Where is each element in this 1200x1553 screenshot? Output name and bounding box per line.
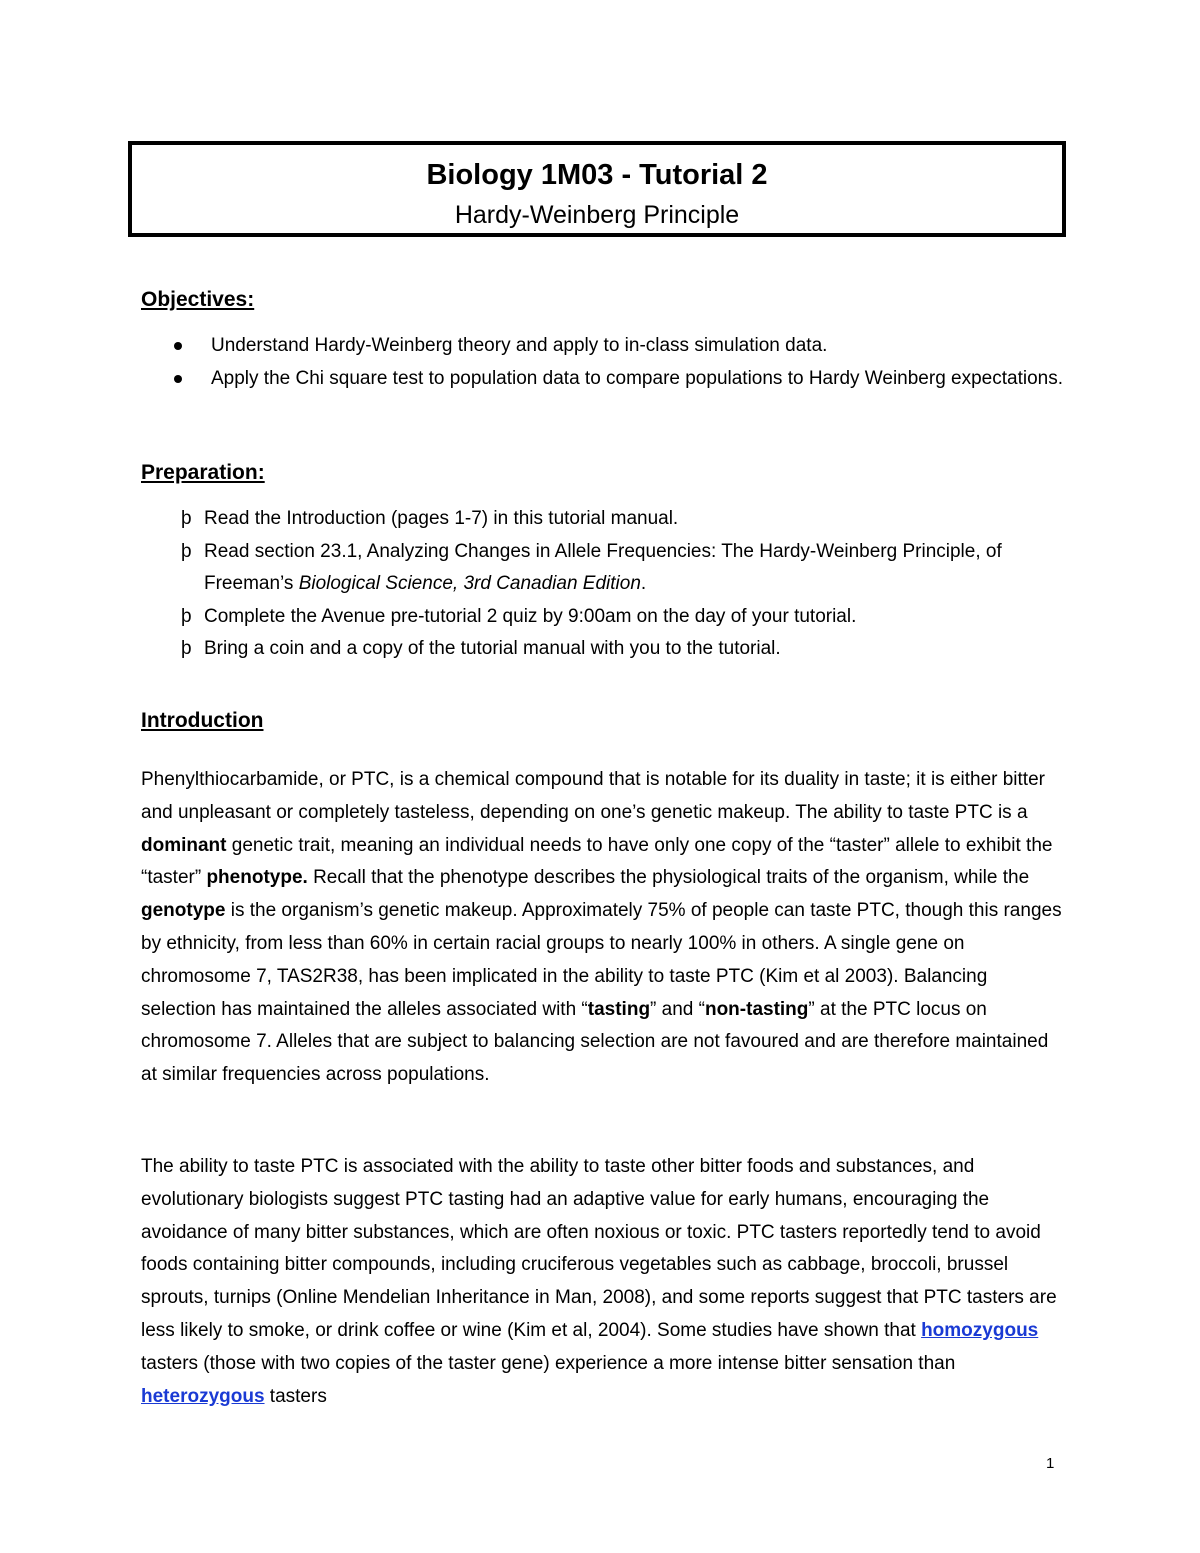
page-number: 1 — [1046, 1455, 1055, 1472]
list-item — [181, 601, 1081, 634]
objective-text: Understand Hardy-Weinberg theory and apply to in-class simulation data. — [211, 335, 828, 356]
checkbox-icon: þ — [181, 638, 192, 659]
introduction-paragraph-1 — [141, 764, 1063, 1092]
paragraph-text: is the organism’s genetic makeup. Approximately 75% of people can taste PTC, though this ranges by ethnicity, from less than 60% in certain racial groups to nearly 100% in others. A single gene on chromosome 7, TAS2R38, has been implicated in the ability to taste PTC (Kim et al 2003). Balancing selection has maintained the alleles associated with “ — [141, 900, 1062, 1020]
objectives-list — [170, 330, 1070, 395]
introduction-heading: Introduction — [141, 709, 264, 732]
checkbox-icon: þ — [181, 605, 192, 627]
checkbox-icon: þ — [181, 508, 192, 529]
preparation-heading: Preparation: — [141, 461, 265, 484]
paragraph-text: tasters (those with two copies of the taster gene) experience a more intense bitter sensation than — [141, 1352, 956, 1374]
paragraph-text: ” at the PTC locus on chromosome 7. Alleles that are subject to balancing selection are not favoured and are therefore maintained at similar frequencies across populations. — [141, 998, 1049, 1086]
term-non-tasting: non-tasting — [704, 998, 809, 1020]
list-item — [170, 363, 1070, 396]
term-phenotype: phenotype. — [206, 867, 308, 889]
preparation-text: Read section 23.1, Analyzing Changes in Allele Frequencies: The Hardy-Weinberg Principle, of Freeman’s — [204, 540, 1002, 594]
paragraph-text: ” and “ — [650, 998, 705, 1020]
bullet-icon — [174, 375, 182, 383]
paragraph-text: tasters — [264, 1385, 327, 1407]
paragraph-text: The ability to taste PTC is associated with the ability to taste other bitter foods and substances, and evolutionary biologists suggest PTC tasting had an adaptive value for early humans, encouraging the avoidance of many bitter substances, which are often noxious or toxic. PTC tasters reportedly tend to avoid foods containing bitter compounds, including cruciferous vegetables such as cabbage, broccoli, brussel sprouts, turnips (Online Mendelian Inheritance in Man, 2008), and some reports suggest that PTC tasters are less likely to smoke, or drink coffee or wine (Kim et al, 2004). Some studies have shown that — [141, 1156, 1057, 1341]
paragraph-text: genetic trait, meaning an individual needs to have only one copy of the “taster” allele to exhibit the “taster” — [141, 834, 1053, 889]
title-box — [128, 141, 1066, 237]
preparation-text: Read the Introduction (pages 1-7) in this tutorial manual. — [204, 508, 679, 529]
bullet-icon — [174, 342, 182, 350]
checkbox-icon: þ — [181, 540, 192, 562]
list-item — [181, 536, 1081, 601]
document-title: Biology 1M03 - Tutorial 2 — [426, 159, 768, 191]
term-dominant: dominant — [141, 834, 227, 856]
paragraph-text: Recall that the phenotype describes the physiological traits of the organism, while the — [307, 867, 1030, 889]
preparation-list — [181, 503, 1081, 666]
list-item — [170, 330, 1070, 363]
heterozygous-link[interactable]: heterozygous — [141, 1385, 265, 1407]
paragraph-text: Phenylthiocarbamide, or PTC, is a chemical compound that is notable for its duality in taste; it is either bitter and unpleasant or completely tasteless, depending on one’s genetic makeup. The ability to taste PTC is a — [141, 769, 1045, 823]
objectives-heading: Objectives: — [141, 288, 255, 311]
term-tasting: tasting — [587, 998, 651, 1020]
preparation-text: Complete the Avenue pre-tutorial 2 quiz by 9:00am on the day of your tutorial. — [204, 605, 857, 627]
document-subtitle: Hardy-Weinberg Principle — [454, 201, 740, 229]
list-item — [181, 503, 1081, 536]
term-genotype: genotype — [141, 900, 226, 922]
homozygous-link[interactable]: homozygous — [921, 1319, 1039, 1341]
preparation-text-end: . — [640, 573, 647, 594]
objective-text: Apply the Chi square test to population data to compare populations to Hardy Weinberg expectations. — [211, 367, 1064, 389]
preparation-text: Bring a coin and a copy of the tutorial manual with you to the tutorial. — [204, 638, 781, 659]
introduction-paragraph-2 — [141, 1151, 1063, 1413]
textbook-title: Biological Science, 3rd Canadian Edition — [298, 573, 641, 594]
list-item — [181, 633, 1081, 666]
